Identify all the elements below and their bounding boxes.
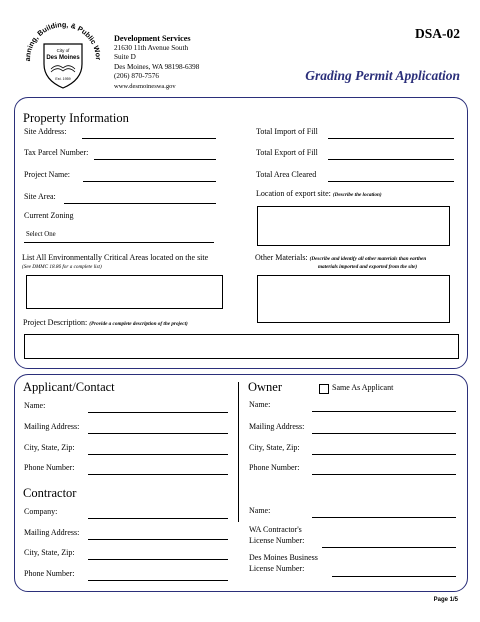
wa-license-label-line2: License Number: — [249, 536, 305, 545]
page-number: Page 1/5 — [433, 597, 458, 603]
owner-city-input[interactable] — [312, 454, 456, 455]
contractor-company-input[interactable] — [88, 518, 228, 519]
total-area-label: Total Area Cleared — [256, 170, 317, 179]
site-area-input[interactable] — [64, 203, 216, 204]
owner-mailing-input[interactable] — [312, 433, 456, 434]
dm-license-input[interactable] — [332, 576, 456, 577]
applicant-name-input[interactable] — [88, 412, 228, 413]
applicant-city-label: City, State, Zip: — [24, 443, 75, 452]
org-address-block — [114, 34, 199, 92]
project-desc-box[interactable] — [24, 334, 459, 359]
column-divider — [238, 382, 239, 522]
project-name-input[interactable] — [83, 181, 216, 182]
owner-title: Owner — [248, 380, 283, 394]
tax-parcel-input[interactable] — [94, 159, 216, 160]
export-site-note: (Describe the location) — [332, 192, 382, 198]
owner-name-input[interactable] — [312, 411, 456, 412]
applicant-phone-input[interactable] — [88, 474, 228, 475]
zoning-select[interactable]: Select One — [26, 231, 56, 238]
site-area-label: Site Area: — [24, 192, 56, 201]
contractor-city-input[interactable] — [88, 559, 228, 560]
seal-icon — [20, 14, 106, 94]
phone-number: (206) 870-7576 — [114, 72, 159, 81]
project-desc-label — [23, 318, 188, 327]
applicant-phone-label: Phone Number: — [24, 463, 75, 472]
applicant-mailing-label: Mailing Address: — [24, 422, 80, 431]
seal-inner-bottom: Est. 1959 — [55, 77, 71, 81]
tax-parcel-label: Tax Parcel Number: — [24, 148, 89, 157]
property-title: Property Information — [23, 111, 129, 125]
export-site-label — [256, 189, 382, 198]
contractor-mailing-input[interactable] — [88, 539, 228, 540]
contractor-phone-input[interactable] — [88, 580, 228, 581]
owner-phone-input[interactable] — [312, 474, 456, 475]
other-materials-label — [255, 253, 426, 262]
contractor-city-label: City, State, Zip: — [24, 548, 75, 557]
city-seal — [20, 14, 106, 94]
contacts-panel — [14, 374, 468, 592]
total-export-label: Total Export of Fill — [256, 148, 318, 157]
address-line1: 21630 11th Avenue South — [114, 43, 189, 52]
other-materials-box[interactable] — [257, 275, 450, 323]
other-materials-text: Other Materials: — [255, 253, 308, 262]
seal-arc-text: anning, Building, & Public Wor — [22, 19, 104, 62]
owner-city-label: City, State, Zip: — [249, 443, 300, 452]
total-import-input[interactable] — [328, 138, 454, 139]
applicant-name-label: Name: — [24, 401, 46, 410]
same-as-applicant-label: Same As Applicant — [332, 383, 394, 392]
contractor-mailing-label: Mailing Address: — [24, 528, 80, 537]
eca-note: (See DMMC 18.86 for a complete list) — [22, 264, 102, 270]
form-code: DSA-02 — [414, 26, 460, 41]
contractor-name-label: Name: — [249, 506, 271, 515]
eca-label: List All Environmentally Critical Areas located on the site — [22, 253, 209, 262]
applicant-city-input[interactable] — [88, 454, 228, 455]
dm-license-label-line2: License Number: — [249, 564, 305, 573]
owner-name-label: Name: — [249, 400, 271, 409]
dm-license-label-line1: Des Moines Business — [249, 553, 318, 562]
project-desc-text: Project Description: — [23, 318, 88, 327]
address-line2: Suite D — [114, 53, 136, 62]
wa-license-input[interactable] — [322, 547, 456, 548]
same-as-applicant-checkbox[interactable] — [319, 384, 329, 394]
total-area-input[interactable] — [328, 181, 454, 182]
site-address-input[interactable] — [82, 138, 216, 139]
seal-inner-name: Des Moines — [46, 55, 80, 61]
current-zoning-label: Current Zoning — [24, 211, 74, 220]
contractor-title: Contractor — [23, 486, 77, 500]
eca-box[interactable] — [26, 275, 223, 309]
site-address-label: Site Address: — [24, 127, 67, 136]
project-desc-note: (Provide a complete description of the project) — [89, 321, 188, 327]
contractor-name-input[interactable] — [312, 517, 456, 518]
total-export-input[interactable] — [328, 159, 454, 160]
other-materials-note2: materials imported and exported from the site) — [318, 264, 418, 270]
seal-inner-top: City of — [56, 48, 70, 53]
address-line3: Des Moines, WA 98198-6398 — [114, 62, 200, 71]
export-site-box[interactable] — [257, 206, 450, 246]
contractor-phone-label: Phone Number: — [24, 569, 75, 578]
zoning-select-underline — [24, 242, 214, 243]
applicant-mailing-input[interactable] — [88, 433, 228, 434]
project-name-label: Project Name: — [24, 170, 70, 179]
website-link[interactable]: www.desmoineswa.gov — [114, 82, 176, 90]
contractor-company-label: Company: — [24, 507, 58, 516]
org-name: Development Services — [114, 34, 191, 43]
total-import-label: Total Import of Fill — [256, 127, 318, 136]
export-site-text: Location of export site: — [256, 189, 331, 198]
form-title: Grading Permit Application — [305, 68, 460, 83]
other-materials-note1: (Describe and identify all other materials than earthen — [309, 256, 427, 262]
applicant-title: Applicant/Contact — [23, 380, 115, 394]
owner-mailing-label: Mailing Address: — [249, 422, 305, 431]
owner-phone-label: Phone Number: — [249, 463, 300, 472]
wa-license-label-line1: WA Contractor's — [249, 525, 302, 534]
